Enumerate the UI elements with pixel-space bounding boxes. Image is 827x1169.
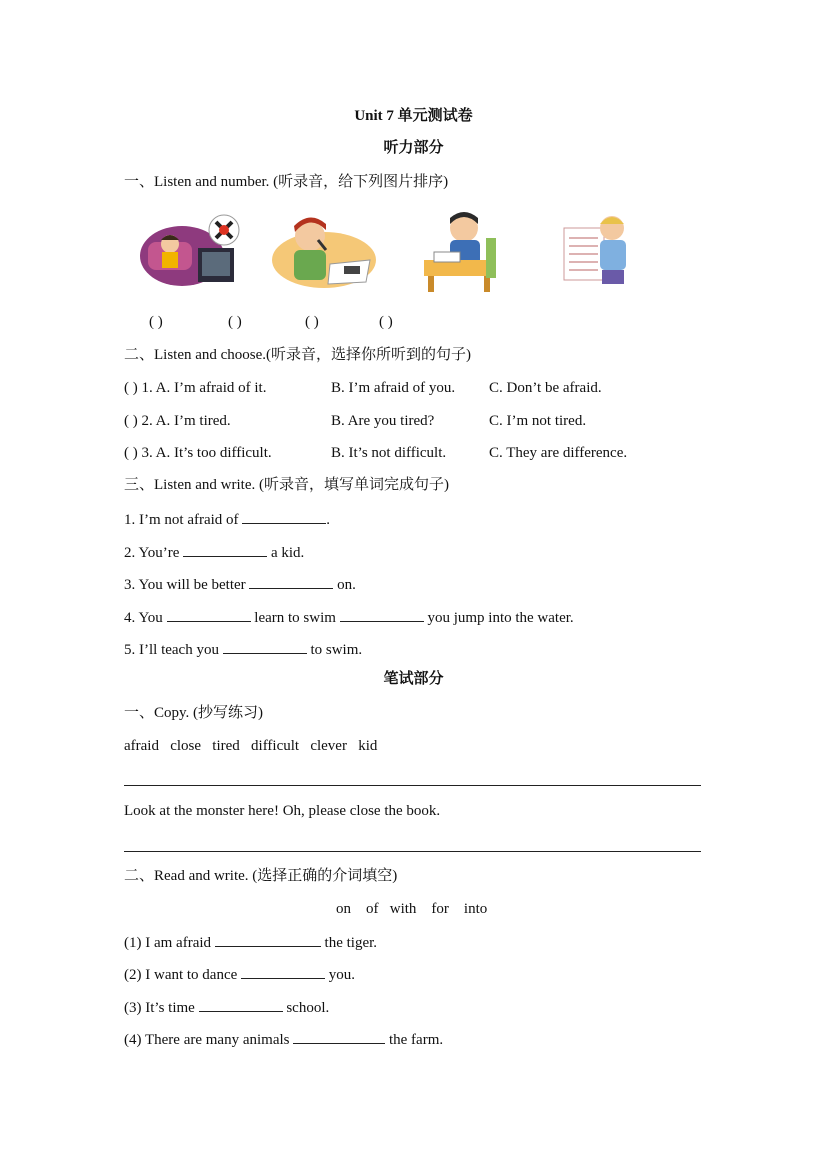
blank-input[interactable] [199, 997, 283, 1012]
listening-heading: 听力部分 [383, 140, 444, 156]
copy-words: afraid close tired difficult clever kid [124, 738, 378, 754]
fill-question-2: (2) I want to dance you. [124, 964, 355, 984]
page-title: Unit 7 单元测试卷 [354, 108, 473, 124]
choose-item-1-c: C. Don’t be afraid. [489, 380, 602, 396]
read-write-label: 二、Read and write. (选择正确的介词填空) [124, 868, 398, 884]
copy-writing-line[interactable] [124, 785, 701, 786]
boy-reading-at-desk-picture [420, 208, 500, 294]
boy-on-phone-picture [270, 210, 378, 290]
blank-input[interactable] [215, 932, 321, 947]
answer-paren-2[interactable]: ( ) [228, 314, 242, 330]
answer-paren-3[interactable]: ( ) [305, 314, 319, 330]
write-sentence-1: 1. I’m not afraid of . [124, 509, 330, 529]
choose-item-1-a: ( ) 1. A. I’m afraid of it. [124, 380, 267, 396]
choose-item-1-b: B. I’m afraid of you. [331, 380, 456, 396]
section2-label: 二、Listen and choose.(听录音，选择你所听到的句子) [124, 347, 472, 363]
blank-input[interactable] [340, 607, 424, 622]
blank-input[interactable] [167, 607, 251, 622]
choose-item-3-b: B. It’s not difficult. [331, 445, 447, 461]
answer-paren-4[interactable]: ( ) [379, 314, 393, 330]
blank-input[interactable] [293, 1029, 385, 1044]
girl-watching-tv-scared-picture [140, 212, 240, 288]
choose-item-3-a: ( ) 3. A. It’s too difficult. [124, 445, 272, 461]
writing-heading: 笔试部分 [383, 671, 444, 687]
write-sentence-2: 2. You’re a kid. [124, 542, 304, 562]
write-sentence-3: 3. You will be better on. [124, 574, 356, 594]
word-bank: on of with for into [336, 901, 488, 917]
blank-input[interactable] [183, 542, 267, 557]
blank-input[interactable] [241, 964, 325, 979]
section3-label: 三、Listen and write. (听录音，填写单词完成句子) [124, 477, 449, 493]
choose-item-2-b: B. Are you tired? [331, 413, 435, 429]
blank-input[interactable] [249, 574, 333, 589]
choose-item-2-a: ( ) 2. A. I’m tired. [124, 413, 231, 429]
section1-label: 一、Listen and number. (听录音，给下列图片排序) [124, 174, 449, 190]
blank-input[interactable] [223, 639, 307, 654]
child-at-whiteboard-picture [560, 210, 640, 292]
answer-paren-1[interactable]: ( ) [149, 314, 163, 330]
write-sentence-4: 4. You learn to swim you jump into the water. [124, 607, 574, 627]
blank-input[interactable] [242, 509, 326, 524]
fill-question-3: (3) It’s time school. [124, 997, 329, 1017]
choose-item-3-c: C. They are difference. [489, 445, 628, 461]
write-sentence-5: 5. I’ll teach you to swim. [124, 639, 362, 659]
choose-item-2-c: C. I’m not tired. [489, 413, 587, 429]
fill-question-4: (4) There are many animals the farm. [124, 1029, 443, 1049]
copy-writing-line[interactable] [124, 851, 701, 852]
copy-label: 一、Copy. (抄写练习) [124, 705, 264, 721]
fill-question-1: (1) I am afraid the tiger. [124, 932, 377, 952]
copy-sentence: Look at the monster here! Oh, please close the book. [124, 803, 441, 819]
